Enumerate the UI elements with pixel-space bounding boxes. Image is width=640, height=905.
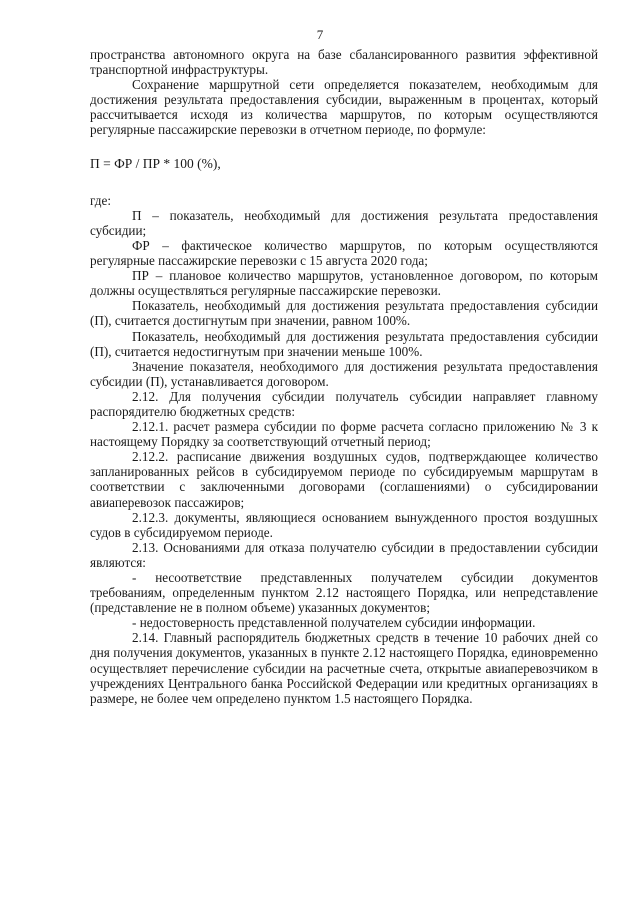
paragraph-definition-p: П – показатель, необходимый для достижения результата предоставления субсидии;: [90, 207, 598, 238]
paragraph-2-14: 2.14. Главный распорядитель бюджетных средств в течение 10 рабочих дней со дня получения документов, указанных в пункте 2.12 настоящего Порядка, единовременно осуществляет перечисление субсидии на расчетные счета, открытые авиаперевозчиком в учреждениях Центрального банка Российской Федерации или кредитных организациях в размере, не более чем определено пунктом 1.5 настоящего Порядка.: [90, 630, 598, 706]
document-body: [90, 47, 598, 706]
paragraph-where: где:: [90, 192, 111, 208]
paragraph-indicator-value: Значение показателя, необходимого для достижения результата предоставления субсидии (П), устанавливается договором.: [90, 358, 598, 389]
paragraph-2-13-item-2: - недостоверность представленной получателем субсидии информации.: [132, 615, 536, 631]
paragraph-2-12-3: 2.12.3. документы, являющиеся основанием вынужденного простоя воздушных судов в субсидируемом периоде.: [90, 509, 598, 540]
paragraph-route-network: Сохранение маршрутной сети определяется показателем, необходимым для достижения результата предоставления субсидии, выраженным в процентах, который рассчитывается исходя из количества маршрутов, по которым осуществляются регулярные пассажирские перевозки в отчетном периоде, по формуле:: [90, 77, 598, 138]
paragraph-definition-pr: ПР – плановое количество маршрутов, установленное договором, по которым должны осуществляться регулярные пассажирские перевозки.: [90, 268, 598, 299]
paragraph-2-12-1: 2.12.1. расчет размера субсидии по форме расчета согласно приложению № 3 к настоящему Порядку за соответствующий отчетный период;: [90, 419, 598, 450]
page-number: 7: [316, 27, 324, 42]
formula: П = ФР / ПР * 100 (%),: [90, 155, 221, 171]
paragraph-2-12-2: 2.12.2. расписание движения воздушных судов, подтверждающее количество запланированных рейсов в субсидируемом периоде по субсидируемым маршрутам в соответствии с заключенными договорами (соглашениями) о субсидировании авиаперевозок пассажиров;: [90, 449, 598, 510]
paragraph-indicator-achieved: Показатель, необходимый для достижения результата предоставления субсидии (П), считается достигнутым при значении, равном 100%.: [90, 298, 598, 329]
paragraph-continuation: пространства автономного округа на базе сбалансированного развития эффективной транспортной инфраструктуры.: [90, 47, 598, 78]
paragraph-2-13: 2.13. Основаниями для отказа получателю субсидии в предоставлении субсидии являются:: [90, 539, 598, 570]
paragraph-2-13-item-1: - несоответствие представленных получателем субсидии документов требованиям, определенным пунктом 2.12 настоящего Порядка, или непредставление (представление не в полном объеме) указанных документов;: [90, 570, 598, 616]
paragraph-definition-fr: ФР – фактическое количество маршрутов, по которым осуществляются регулярные пассажирские перевозки с 15 августа 2020 года;: [90, 237, 598, 269]
paragraph-2-12: 2.12. Для получения субсидии получатель субсидии направляет главному распорядителю бюджетных средств:: [90, 388, 598, 419]
paragraph-indicator-not-achieved: Показатель, необходимый для достижения результата предоставления субсидии (П), считается недостигнутым при значении меньше 100%.: [90, 328, 598, 359]
